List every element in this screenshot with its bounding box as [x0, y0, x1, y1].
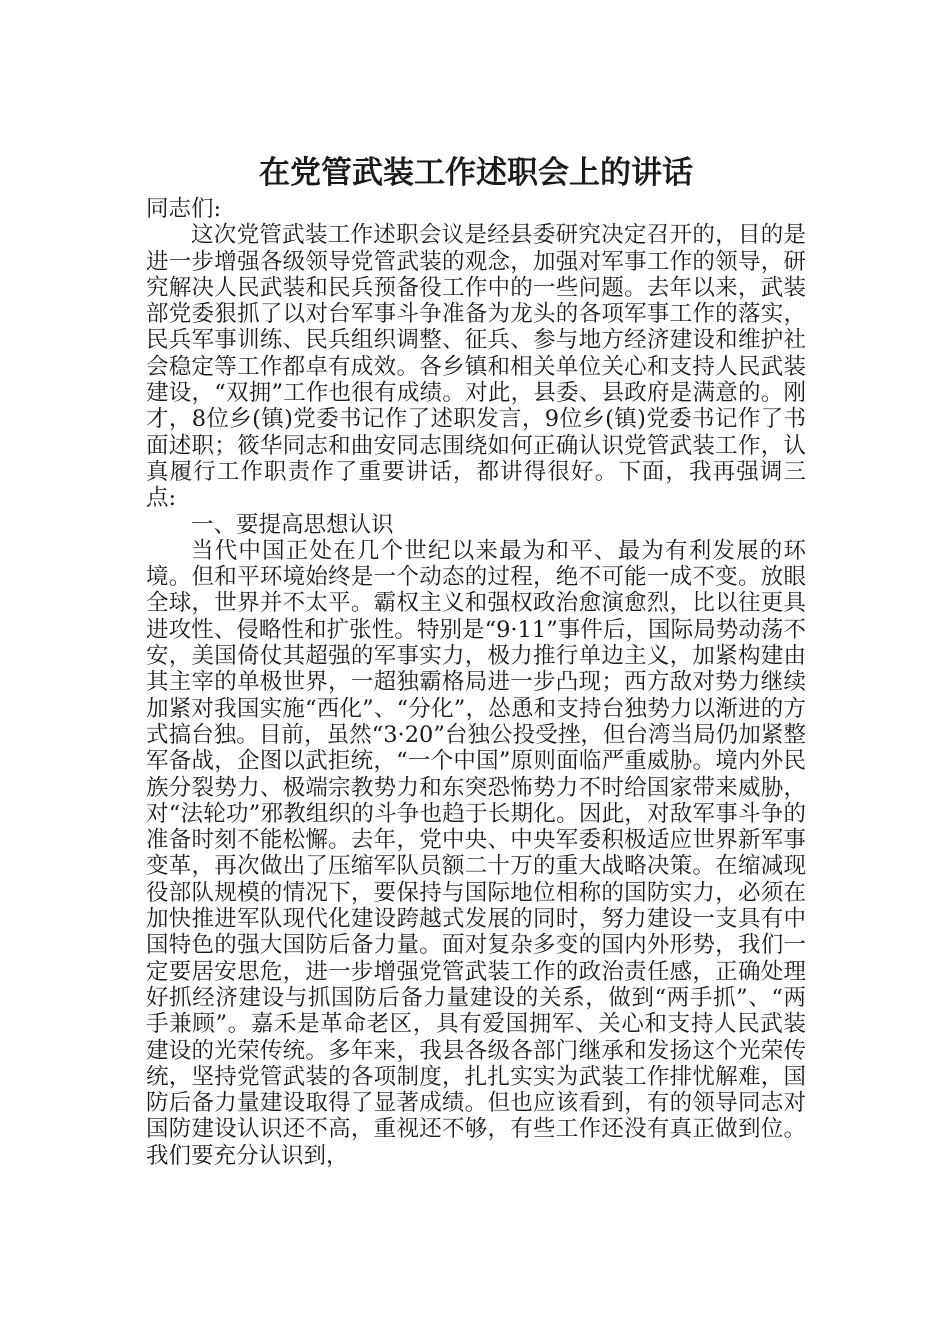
- intro-paragraph: 这次党管武装工作述职会议是经县委研究决定召开的，目的是进一步增强各级领导党管武装的观念，加强对军事工作的领导，研究解决人民武装和民兵预备役工作中的一些问题。去年以来，武装部党委狠抓了以对台军事斗争准备为龙头的各项军事工作的落实，民兵军事训练、民兵组织调整、征兵、参与地方经济建设和维护社会稳定等工作都卓有成效。各乡镇和相关单位关心和支持人民武装建设，“双拥”工作也很有成绩。对此，县委、县政府是满意的。刚才，8位乡(镇)党委书记作了述职发言，9位乡(镇)党委书记作了书面述职；筱华同志和曲安同志围绕如何正确认识党管武装工作，认真履行工作职责作了重要讲话，都讲得很好。下面，我再强调三点:: [146, 222, 806, 512]
- section-heading-1: 一、要提高思想认识: [191, 511, 394, 538]
- document-title: 在党管武装工作述职会上的讲话: [259, 155, 693, 191]
- section-1-paragraph: 当代中国正处在几个世纪以来最为和平、最为有利发展的环境。但和平环境始终是一个动态的过程，绝不可能一成不变。放眼全球，世界并不太平。霸权主义和强权政治愈演愈烈，比以往更具进攻性、侵略性和扩张性。特别是“9·11”事件后，国际局势动荡不安，美国倚仗其超强的军事实力，极力推行单边主义，加紧构建由其主宰的单极世界，一超独霸格局进一步凸现；西方敌对势力继续加紧对我国实施“西化”、“分化”，怂恿和支持台独势力以渐进的方式搞台独。目前，虽然“3·20”台独公投受挫，但台湾当局仍加紧整军备战，企图以武拒统，“一个中国”原则面临严重威胁。境内外民族分裂势力、极端宗教势力和东突恐怖势力不时给国家带来威胁，对“法轮功”邪教组织的斗争也趋于长期化。因此，对敌军事斗争的准备时刻不能松懈。去年，党中央、中央军委积极适应世界新军事变革，再次做出了压缩军队员额二十万的重大战略决策。在缩减现役部队规模的情况下，要保持与国际地位相称的国防实力，必须在加快推进军队现代化建设跨越式发展的同时，努力建设一支具有中国特色的强大国防后备力量。面对复杂多变的国内外形势，我们一定要居安思危，进一步增强党管武装工作的政治责任感，正确处理好抓经济建设与抓国防后备力量建设的关系，做到“两手抓”、“两手兼顾”。嘉禾是革命老区，具有爱国拥军、关心和支持人民武装建设的光荣传统。多年来，我县各级各部门继承和发扬这个光荣传统，坚持党管武装的各项制度，扎扎实实为武装工作排忧解难，国防后备力量建设取得了显著成绩。但也应该看到，有的领导同志对国防建设认识还不高，重视还不够，有些工作还没有真正做到位。我们要充分认识到，: [146, 537, 806, 1169]
- salutation: 同志们:: [146, 196, 222, 222]
- document-body: [146, 196, 806, 1169]
- document-page: [146, 150, 806, 1169]
